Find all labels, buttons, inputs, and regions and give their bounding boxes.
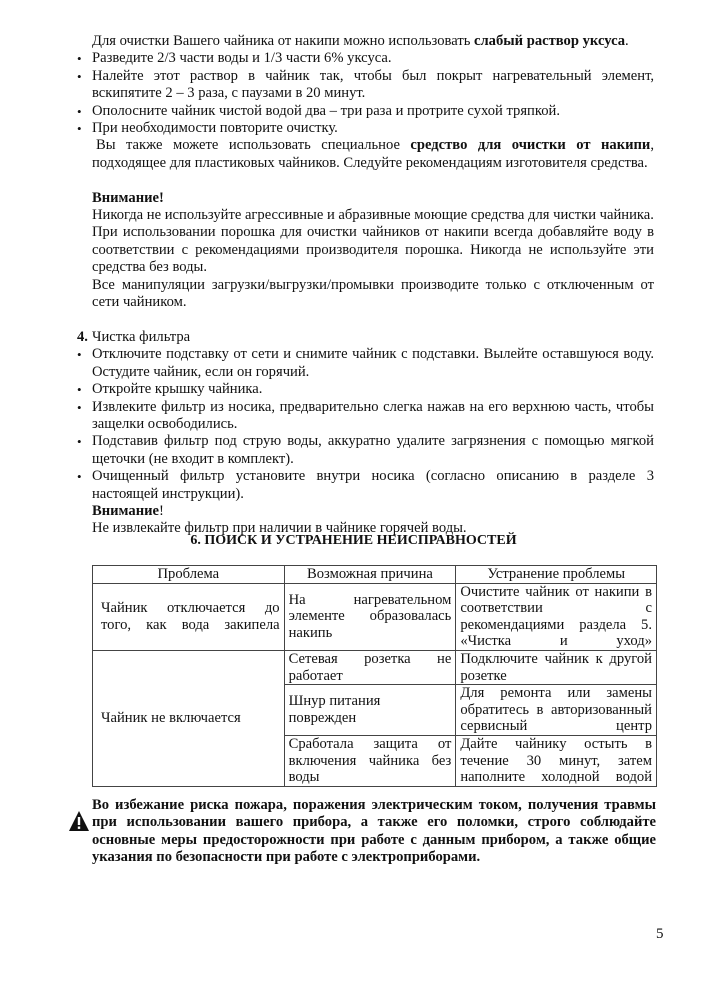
- section-number: 4.: [77, 328, 88, 345]
- attention-title: [92, 190, 654, 207]
- alt-suffix: , подходящее для пластиковых чайников. Следуйте рекомендациям изготовителя средства.: [92, 137, 654, 171]
- problem-cell: Чайник отключается до того, как вода закипела: [93, 583, 285, 650]
- attention-line: Никогда не используйте агрессивные и абразивные моющие средства для чистки чайника.: [92, 207, 654, 224]
- descaling-alternative: [92, 137, 654, 172]
- list-item: • Откройте крышку чайника.: [92, 381, 654, 398]
- warning-triangle-icon: [68, 810, 90, 832]
- intro-bold: слабый раствор уксуса: [474, 33, 626, 49]
- problem-cell: Чайник не включается: [93, 650, 285, 786]
- filter-attention-bold: Внимание: [92, 502, 159, 519]
- intro-text: Для очистки Вашего чайника от накипи можно использовать: [92, 33, 474, 49]
- column-header: Проблема: [93, 566, 285, 584]
- list-item: • Извлеките фильтр из носика, предварительно слегка нажав на его верхнюю часть, чтобы защелки освободились.: [92, 399, 654, 434]
- cause-cell: Сетевая розетка не работает: [284, 650, 456, 684]
- filter-attention-mark: !: [158, 502, 164, 519]
- list-item: • Налейте этот раствор в чайник так, чтобы был покрыт нагревательный элемент, вскипятите 2 – 3 раза, с паузами в 20 минут.: [92, 68, 654, 103]
- list-item: • Разведите 2/3 части воды и 1/3 части 6% уксуса.: [92, 50, 654, 67]
- column-header: Возможная причина: [284, 566, 456, 584]
- list-item: • Отключите подставку от сети и снимите чайник с подставки. Вылейте оставшуюся воду. Остудите чайник, если он горячий.: [92, 346, 654, 381]
- descaling-section: [77, 33, 654, 538]
- filter-title: [77, 328, 654, 346]
- filter-title-text: Чистка фильтра: [92, 328, 191, 345]
- filter-attention-title: [92, 503, 654, 520]
- solution-cell: Очистите чайник от накипи в соответствии с рекомендациями раздела 5. «Чистка и уход»: [456, 583, 657, 650]
- alt-bold: средство для очистки от накипи: [410, 137, 651, 154]
- attention-line: При использовании порошка для очистки чайников от накипи всегда добавляйте воду в соответствии с рекомендациями производителя порошка. Никогда не используйте эти средства без воды.: [92, 224, 654, 276]
- cause-cell: Шнур питания поврежден: [284, 685, 456, 736]
- section-heading: 6. ПОИСК И УСТРАНЕНИЕ НЕИСПРАВНОСТЕЙ: [190, 533, 517, 548]
- attention-line: Все манипуляции загрузки/выгрузки/промывки производите только с отключенным от сети чайником.: [92, 276, 654, 311]
- safety-warning-text: Во избежание риска пожара, поражения электрическим током, получения травмы при использовании вашего прибора, а также его поломки, строго соблюдайте основные меры предосторожности при работе с данным прибором, а также общие указания по безопасности при работе с электроприборами.: [92, 797, 656, 866]
- solution-cell: Для ремонта или замены обратитесь в авторизованный сервисный центр: [456, 685, 657, 736]
- solution-cell: Подключите чайник к другой розетке: [456, 650, 657, 684]
- list-item: • Ополосните чайник чистой водой два – три раза и протрите сухой тряпкой.: [92, 103, 654, 120]
- descaling-intro: [92, 33, 654, 50]
- table-row: [93, 583, 657, 650]
- attention-title-text: Внимание!: [92, 189, 164, 206]
- table-row: [93, 650, 657, 684]
- alt-text: Вы также можете использовать специальное: [96, 137, 411, 154]
- filter-attention-text: Не извлекайте фильтр при наличии в чайнике горячей воды.: [92, 520, 467, 537]
- cause-cell: Сработала защита от включения чайника без воды: [284, 735, 456, 786]
- list-item: • Подставив фильтр под струю воды, аккуратно удалите загрязнения с помощью мягкой щеточки (не входит в комплект).: [92, 433, 654, 468]
- troubleshooting-table: [92, 565, 657, 787]
- list-item: • Очищенный фильтр установите внутри носика (согласно описанию в разделе 3 настоящей инструкции).: [92, 468, 654, 503]
- list-item: • При необходимости повторите очистку.: [92, 120, 654, 137]
- column-header: Устранение проблемы: [456, 566, 657, 584]
- table-header-row: [93, 566, 657, 584]
- cause-cell: На нагревательном элементе образовалась накипь: [284, 583, 456, 650]
- solution-cell: Дайте чайнику остыть в течение 30 минут, затем наполните холодной водой: [456, 735, 657, 786]
- page-number: 5: [656, 926, 664, 942]
- intro-suffix: .: [625, 33, 629, 49]
